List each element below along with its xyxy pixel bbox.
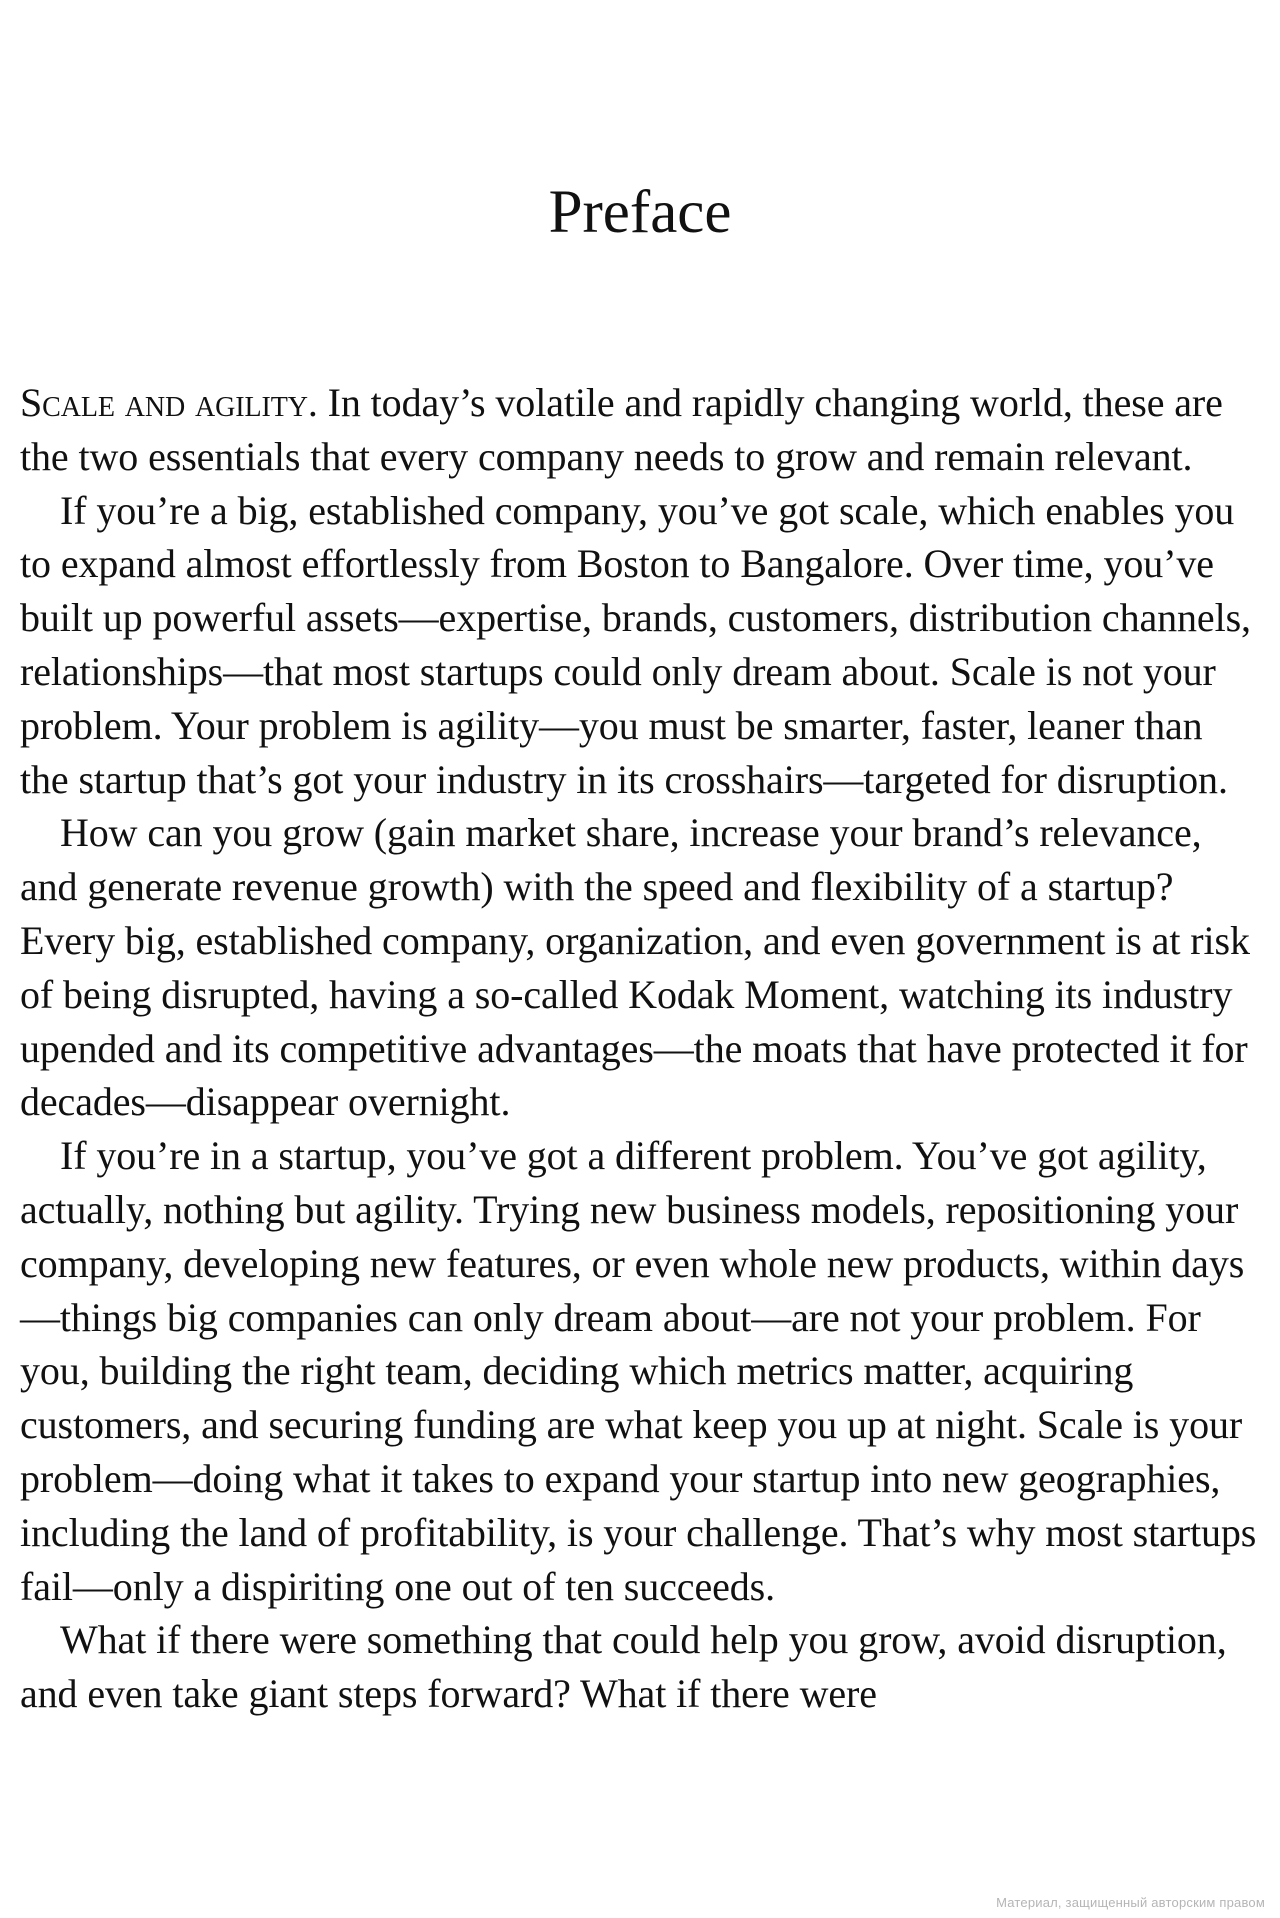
paragraph-4: If you’re in a startup, you’ve got a different problem. You’ve got agility, actually, nothing but agility. Trying new business models, repositioning your company, developing new features, or even whole new products, within days—things big companies can only dream about—are not your problem. For you, building the right team, deciding which metrics matter, acquiring customers, and securing funding are what keep you up at night. Scale is your problem—doing what it takes to expand your startup into new geographies, including the land of profitability, is your challenge. That’s why most startups fail—only a dispiriting one out of ten succeeds. xyxy=(20,1133,1257,1609)
paragraph-3: How can you grow (gain market share, increase your brand’s relevance, and generate revenue growth) with the speed and flexibility of a startup? Every big, established company, organization, and even government is at risk of being disrupted, having a so-called Kodak Moment, watching its industry upended and its competitive advantages—the moats that have protected it for decades—disappear overnight. xyxy=(20,810,1250,1125)
paragraph-2: If you’re a big, established company, you’ve got scale, which enables you to expand almost effortlessly from Boston to Bangalore. Over time, you’ve built up powerful assets—expertise, brands, customers, distribution channels, relationships—that most startups could only dream about. Scale is not your problem. Your problem is agility—you must be smarter, faster, leaner than the startup that’s got your industry in its crosshairs—targeted for disruption. xyxy=(20,487,1251,802)
body-text xyxy=(20,376,1260,1721)
paragraph-1 xyxy=(20,376,1260,484)
chapter-title: Preface xyxy=(548,179,732,246)
paragraph-lead-in: Scale and agility xyxy=(20,380,308,425)
copyright-watermark: Материал, защищенный авторским правом xyxy=(996,1895,1265,1910)
paragraph-1-text: . In today’s volatile and rapidly changing world, these are the two essentials that every company needs to grow and remain relevant. xyxy=(20,380,1223,479)
paragraph-5: What if there were something that could help you grow, avoid disruption, and even take giant steps forward? What if there were xyxy=(20,1617,1227,1717)
